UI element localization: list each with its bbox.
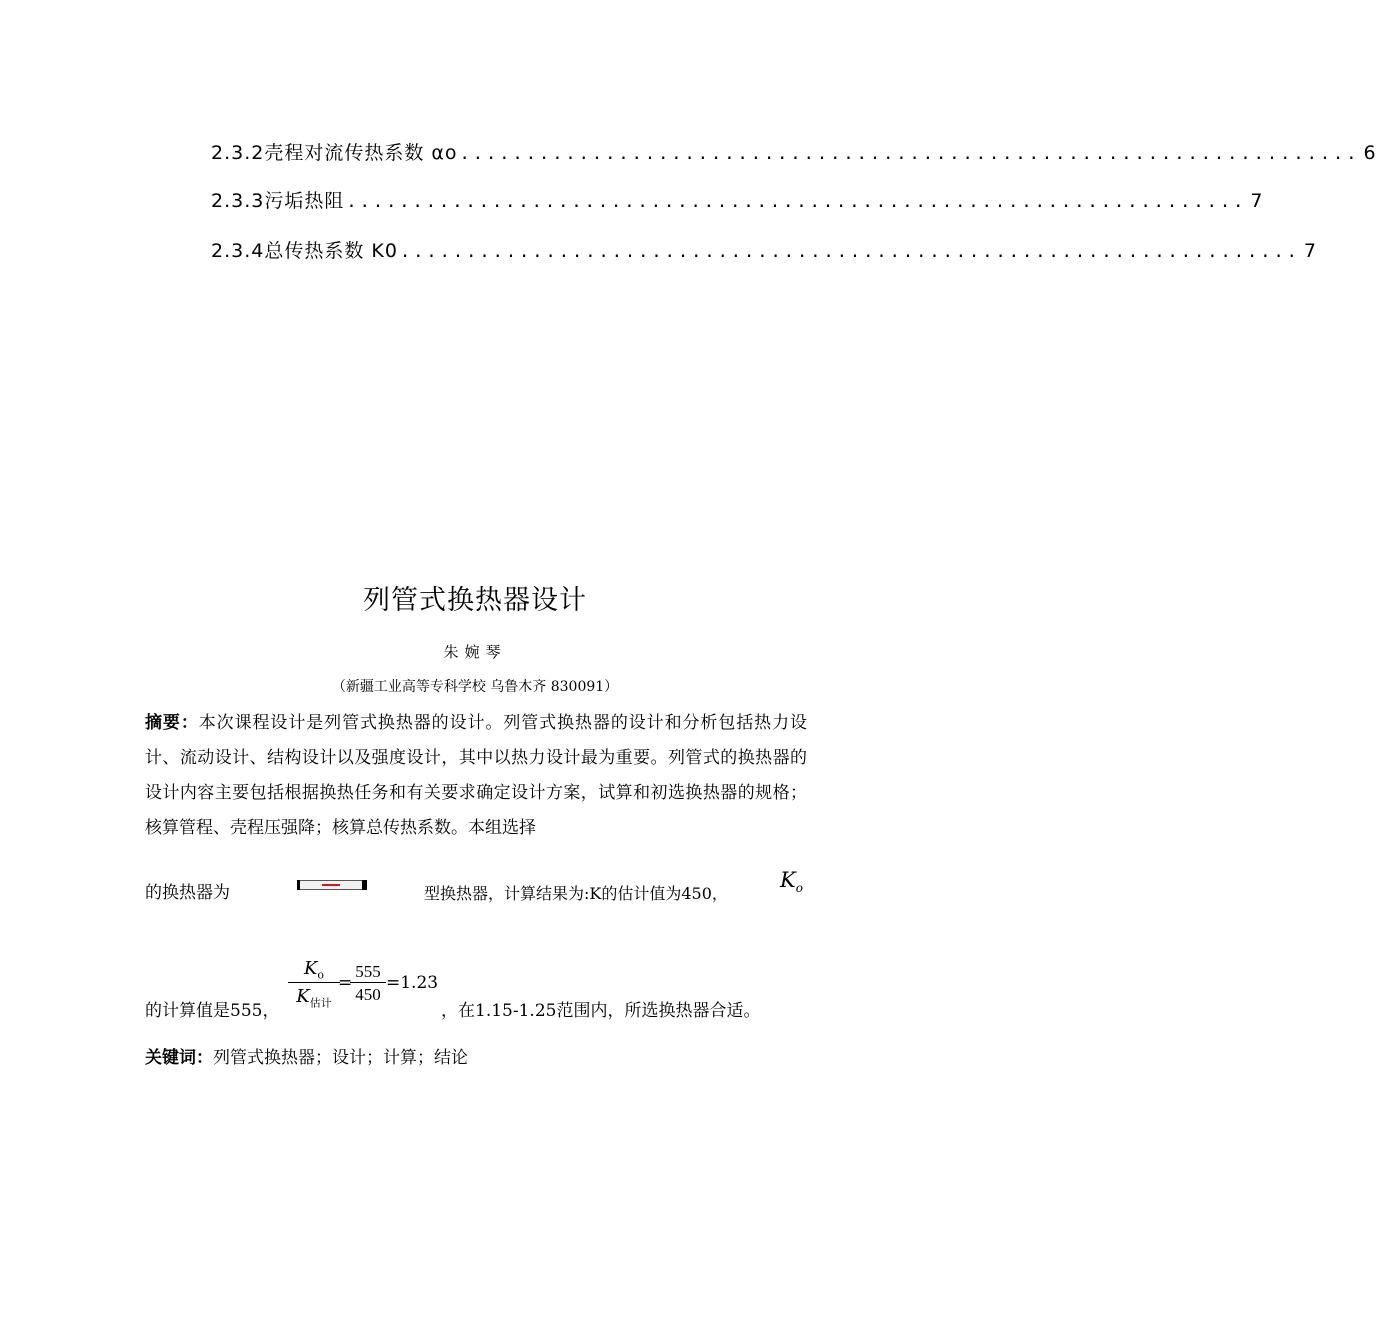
- toc-page-number: 7: [1250, 190, 1264, 212]
- toc-leader: ....................................................................: [399, 242, 1300, 262]
- fraction-denominator: 450: [355, 985, 381, 1004]
- toc-entry[interactable]: [211, 236, 1318, 266]
- fraction-denominator: $K_{估计}$: [296, 986, 332, 1010]
- toc-label: 2.3.2壳程对流传热系数 αo: [211, 142, 458, 164]
- keywords-label: 关键词：: [145, 1048, 213, 1068]
- fraction-numerator: 555: [355, 962, 381, 981]
- author-name: 朱婉琴: [443, 643, 507, 661]
- fraction-numerator: $K_o$: [303, 958, 325, 982]
- toc-label: 2.3.3污垢热阻: [211, 190, 345, 212]
- embedded-formula-image: [297, 880, 367, 890]
- abstract-line-suffix: ，在1.15-1.25范围内，所选换热器合适。: [441, 1001, 761, 1021]
- toc-label: 2.3.4总传热系数 K0: [211, 240, 398, 262]
- toc-entry[interactable]: [211, 138, 1377, 168]
- formula-equals: =: [338, 973, 353, 993]
- abstract-line-prefix: 的计算值是555，: [145, 1001, 280, 1021]
- abstract-paragraph: [145, 706, 807, 846]
- keywords-line: [145, 1043, 468, 1068]
- formula-result: =1.23: [386, 973, 439, 993]
- abstract-line-suffix: 型换热器，计算结果为:K的估计值为450，: [424, 884, 728, 903]
- abstract-line-prefix: 的换热器为: [145, 883, 230, 903]
- toc-page-number: 6: [1363, 142, 1377, 164]
- paper-title: 列管式换热器设计: [363, 585, 587, 616]
- toc-entry[interactable]: [211, 186, 1264, 216]
- toc-leader: ....................................................................: [459, 144, 1360, 164]
- abstract-label: 摘要：: [145, 713, 199, 733]
- author-affiliation: （新疆工业高等专科学校 乌鲁木齐 830091）: [331, 679, 619, 695]
- keywords-text: 列管式换热器；设计；计算；结论: [213, 1048, 468, 1068]
- ko-symbol: $K_o$: [780, 868, 803, 896]
- abstract-text: 本次课程设计是列管式换热器的设计。列管式换热器的设计和分析包括热力设计、流动设计、结构设计以及强度设计，其中以热力设计最为重要。列管式的换热器的设计内容主要包括根据换热任务和有关要求确定设计方案，试算和初选换热器的规格；核算管程、壳程压强降；核算总传热系数。本组选择: [145, 713, 807, 838]
- image-edge-left: [297, 880, 300, 890]
- image-edge-right: [362, 880, 367, 890]
- toc-leader: ....................................................................: [346, 192, 1247, 212]
- toc-page-number: 7: [1303, 240, 1318, 262]
- formula-fraction-numeric: [350, 962, 386, 1005]
- formula-fraction-symbolic: [290, 958, 338, 1010]
- image-red-mark: [322, 884, 340, 886]
